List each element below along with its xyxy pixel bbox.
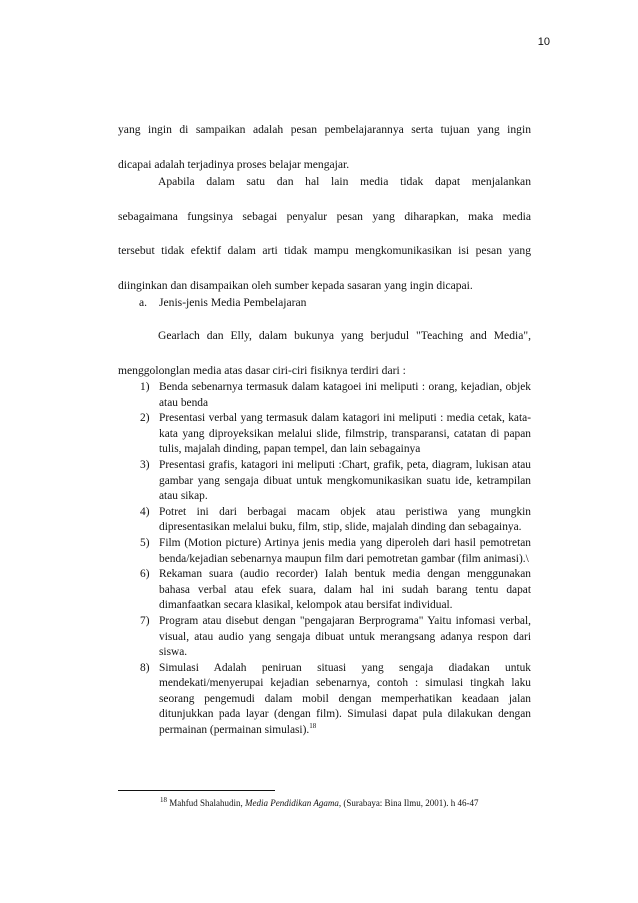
list-item-number: 7) xyxy=(140,614,150,627)
paragraph-2 xyxy=(118,165,531,303)
footnote-marker: 18 xyxy=(309,722,317,731)
list-item xyxy=(140,661,531,739)
section-heading xyxy=(139,286,306,320)
list-item xyxy=(140,380,531,411)
list-item-text: Presentasi verbal yang termasuk dalam katagori ini meliputi : media cetak, kata-kata yang diproyeksikan melalui slide, filmstrip, transparansi, catatan di papan tulis, majalah dinding, papan tempel, dan lain sebagainya xyxy=(159,412,531,456)
list-item-text: Presentasi grafis, katagori ini meliputi :Chart, grafik, peta, diagram, lukisan atau gambar yang sengaja dibuat untuk mengkomunikasikan suatu ide, ketrampilan atau sikap. xyxy=(159,458,531,503)
footnote-author: Mahfud Shalahudin, xyxy=(169,798,243,808)
list-item-number: 6) xyxy=(140,568,150,581)
paragraph-2-line-2: sebagaimana fungsinya sebagai penyalur pesan yang diharapkan, maka media xyxy=(118,209,531,223)
list-item-number: 8) xyxy=(140,661,150,674)
list-item-text: Simulasi Adalah peniruan situasi yang sengaja diadakan untuk mendekati/menyerupai kejadian sebenarnya, contoh : simulasi tingkah laku seorang pengemudi dalam mobil dengan memperhatikan keadaan jalan ditunjukkan pada layar (dengan film). Simulasi dapat pula dilakukan dengan permainan (permainan simulasi). xyxy=(159,661,531,737)
list-item xyxy=(140,614,531,661)
list-item xyxy=(140,567,531,614)
list-item xyxy=(140,536,531,567)
paragraph-2-line-4: diinginkan dan disampaikan oleh sumber kepada sasaran yang ingin dicapai. xyxy=(118,278,473,292)
list-item-text: Program atau disebut dengan "pengajaran Berprograma" Yaitu infomasi verbal, visual, atau audio yang sengaja dibuat untuk merangsang adanya respon dari siswa. xyxy=(159,614,531,659)
list-item-number: 1) xyxy=(140,381,150,393)
list-item xyxy=(140,458,531,505)
list-item-text: Rekaman suara (audio recorder) Ialah bentuk media dengan menggunakan bahasa verbal atau efek suara, dalam hal ini sudah barang tentu dapat dimanfaatkan secara klasikal, kelompok atau bersifat individual. xyxy=(159,568,531,612)
footnote-divider xyxy=(118,790,275,791)
paragraph-2-line-3: tersebut tidak efektif dalam arti tidak mampu mengkomunikasikan isi pesan yang xyxy=(118,244,531,257)
list-item xyxy=(140,411,531,458)
list-item-text: Benda sebenarnya termasuk dalam katagoei ini meliputi : orang, kejadian, objek atau benda xyxy=(159,381,531,409)
section-heading-letter: a. xyxy=(139,296,148,309)
footnote xyxy=(160,797,540,809)
list-item xyxy=(140,505,531,536)
list-item-text: Film (Motion picture) Artinya jenis media yang diperoleh dari hasil pemotretan benda/kejadian sebenarnya maupun film dari pemotretan gambar (film animasi).\ xyxy=(159,536,531,565)
list-item-text: Potret ini dari berbagai macam objek atau peristiwa yang mungkin dipresentasikan melalui buku, film, stip, slide, majalah dinding dan sebagainya. xyxy=(159,505,531,534)
page-number: 10 xyxy=(537,36,550,48)
paragraph-3-line-1: Gearlach dan Elly, dalam bukunya yang berjudul "Teaching and Media", xyxy=(158,329,531,342)
section-heading-title: Jenis-jenis Media Pembelajaran xyxy=(159,296,307,309)
list-item-number: 4) xyxy=(140,505,150,518)
paragraph-1-line-1: yang ingin di sampaikan adalah pesan pembelajarannya serta tujuan yang ingin xyxy=(118,123,531,136)
footnote-title: Media Pendidikan Agama xyxy=(245,798,339,808)
paragraph-3 xyxy=(118,319,531,388)
footnote-ref: 18 xyxy=(160,796,167,804)
list-item-number: 3) xyxy=(140,458,150,471)
paragraph-1-line-2: dicapai adalah terjadinya proses belajar mengajar. xyxy=(118,157,350,171)
list-item-number: 5) xyxy=(140,536,150,549)
list-item-number: 2) xyxy=(140,412,150,425)
media-type-list xyxy=(140,380,531,739)
footnote-details: , (Surabaya: Bina Ilmu, 2001). h 46-47 xyxy=(338,798,479,808)
paragraph-3-line-2: menggolonglan media atas dasar ciri-ciri fisiknya terdiri dari : xyxy=(118,363,406,377)
paragraph-2-line-1: Apabila dalam satu dan hal lain media tidak dapat menjalankan xyxy=(158,175,531,188)
